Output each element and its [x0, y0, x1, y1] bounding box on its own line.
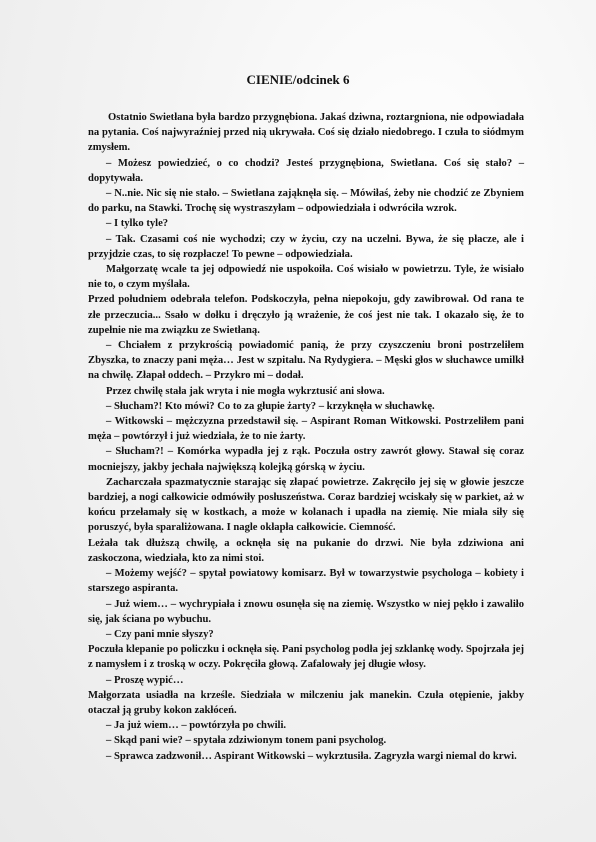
story-text [88, 110, 524, 764]
paragraph: – Sprawca zadzwonił… Aspirant Witkowski – wykrztusiła. Zagryzła wargi niemal do krwi. [106, 750, 517, 762]
paragraph: – Już wiem… – wychrypiała i znowu osunęła się na ziemię. Wszystko w niej pękło i zawaliło się, jak ściana po wybuchu. [88, 598, 524, 625]
paragraph: – Chciałem z przykrością powiadomić panią, że przy czyszczeniu broni postrzeliłem Zbyszka, to znaczy pani męża… Jest w szpitalu. Na Rydygiera. – Męski głos w słuchawce umilkł na chwilę. Złapał oddech. – Przykro mi – dodał. [88, 340, 524, 382]
paragraph: – Słucham?! – Komórka wypadła jej z rąk. Poczuła ostry zawrót głowy. Stawał się coraz mocniejszy, jakby jechała największą kolejką górską w życiu. [88, 446, 524, 473]
paragraph: – Możemy wejść? – spytał powiatowy komisarz. Był w towarzystwie psychologa – kobiety i starszego aspiranta. [88, 568, 524, 595]
paragraph: – Skąd pani wie? – spytała zdziwionym tonem pani psycholog. [106, 735, 387, 747]
paragraph: – N..nie. Nic się nie stało. – Swietłana zająknęła się. – Mówiłaś, żeby nie chodzić ze Zbyniem do parku, na Stawki. Trochę się wystraszyłam – odpowiedziała i odwróciła wzrok. [88, 188, 524, 215]
paragraph: Małgorzata usiadła na krześle. Siedziała w milczeniu jak manekin. Czuła otępienie, jakby otaczał ją gruby kokon zakłóceń. [88, 689, 524, 716]
paragraph: – Możesz powiedzieć, o co chodzi? Jesteś przygnębiona, Swietłana. Coś się stało? – dopytywała. [88, 157, 524, 184]
paragraph: Małgorzatę wcale ta jej odpowiedź nie uspokoiła. Coś wisiało w powietrzu. Tyle, że wisiało nie to, o czym myślała. [88, 264, 524, 291]
paragraph: Zacharczała spazmatycznie starając się złapać powietrze. Zakręciło jej się w głowie jeszcze bardziej, a nogi całkowicie odmówiły posłuszeństwa. Coraz bardziej wciskały się w parkiet, aż w końcu przełamały się w kostkach, a może w kolanach i upadła na ziemię. Nie miała siły się poruszyć, była sparaliżowana. I nagle okłapła całkowicie. Ciemność. [88, 476, 524, 534]
paragraph: Ostatnio Swietłana była bardzo przygnębiona. Jakaś dziwna, roztargniona, nie odpowiadała na pytania. Coś najwyraźniej przed nią ukrywała. Coś się działo niedobrego. I czuła to siódmym zmysłem. [88, 112, 524, 154]
paragraph: – Witkowski – mężczyzna przedstawił się. – Aspirant Roman Witkowski. Postrzeliłem pani męża – powtórzył i już wiedziała, że to nie żarty. [88, 416, 524, 443]
paragraph: Przed południem odebrała telefon. Podskoczyła, pełna niepokoju, gdy zawibrował. Od rana te złe przeczucia... Ssało w dołku i dręczyło ją wrażenie, że coś jest nie tak. I okazało się, że to zupełnie nie ma związku ze Swietłaną. [88, 294, 524, 336]
paragraph: – Czy pani mnie słyszy? [106, 628, 214, 640]
paragraph: Leżała tak dłuższą chwilę, a ocknęła się na pukanie do drzwi. Nie była zdziwiona ani zaskoczona, wiedziała, kto za nimi stoi. [88, 537, 524, 564]
paragraph: – I tylko tyle? [106, 218, 169, 230]
paragraph: – Ja już wiem… – powtórzyła po chwili. [106, 720, 287, 732]
paragraph: – Proszę wypić… [106, 674, 184, 686]
paragraph: Poczuła klepanie po policzku i ocknęła się. Pani psycholog podła jej szklankę wody. Spojrzała jej z namysłem i z troską w oczy. Pokręciła głową. Zafalowały jej długie włosy. [88, 644, 524, 671]
paragraph: – Tak. Czasami coś nie wychodzi; czy w życiu, czy na uczelni. Bywa, że się płacze, ale i przyjdzie czas, to się rozpłacze! To pewne – odpowiedziała. [88, 233, 524, 260]
page-title: CIENIE/odcinek 6 [246, 72, 350, 87]
paragraph: Przez chwilę stała jak wryta i nie mogła wykrztusić ani słowa. [106, 385, 385, 397]
paragraph: – Słucham?! Kto mówi? Co to za głupie żarty? – krzyknęła w słuchawkę. [106, 400, 435, 412]
